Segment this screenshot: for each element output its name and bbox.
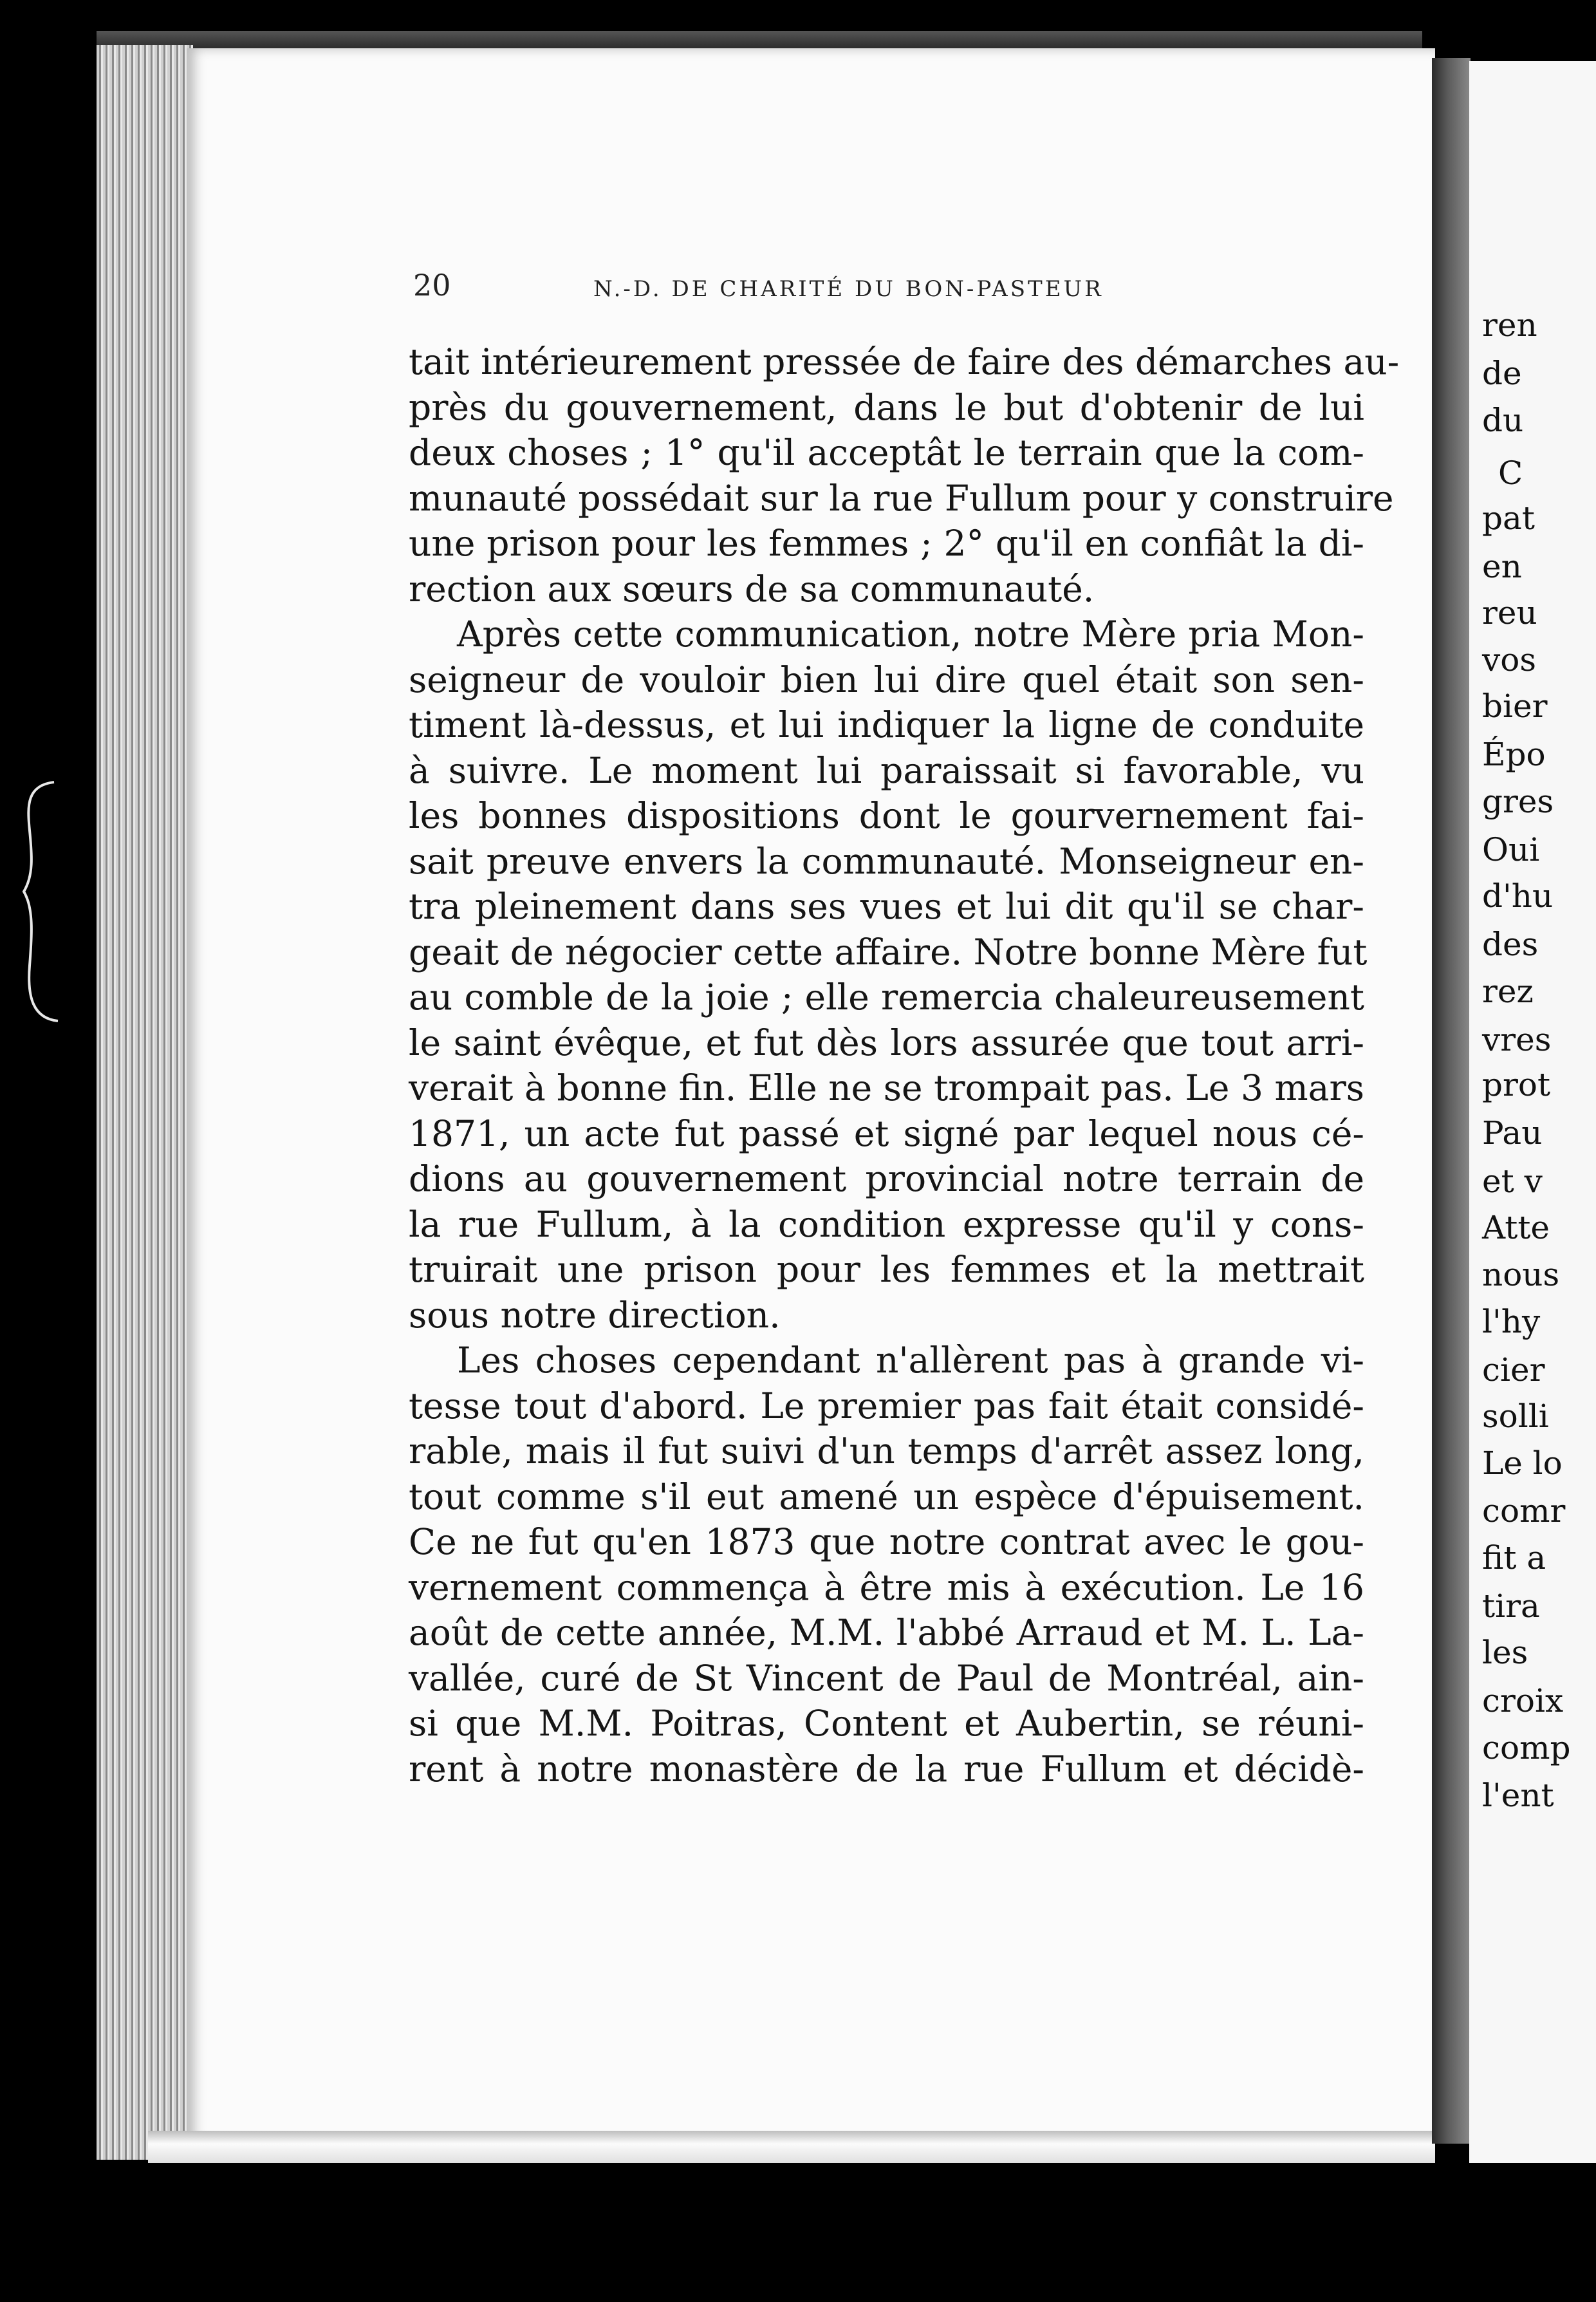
facing-page-fragment: Pau bbox=[1482, 1114, 1543, 1152]
facing-page-fragment: Oui bbox=[1482, 831, 1540, 868]
text-line: deux choses ; 1° qu'il acceptât le terrain que la com- bbox=[409, 432, 1364, 473]
text-line: munauté possédait sur la rue Fullum pour y construire bbox=[409, 477, 1394, 519]
text-line: sait preuve envers la communauté. Monseigneur en- bbox=[409, 840, 1364, 882]
facing-page-fragment: cier bbox=[1482, 1351, 1545, 1389]
facing-page-fragment: l'ent bbox=[1482, 1777, 1554, 1814]
facing-page-fragment: vos bbox=[1482, 641, 1537, 678]
facing-page-fragment: Épo bbox=[1482, 736, 1546, 773]
text-line: Les choses cependant n'allèrent pas à grande vi- bbox=[457, 1340, 1364, 1381]
text-line: tra pleinement dans ses vues et lui dit qu'il se char- bbox=[409, 886, 1364, 927]
facing-page-fragment: tira bbox=[1482, 1587, 1540, 1625]
running-header: N.-D. DE CHARITÉ DU BON-PASTEUR bbox=[593, 276, 1104, 302]
text-line: tesse tout d'abord. Le premier pas fait était considé- bbox=[409, 1385, 1364, 1427]
facing-page-fragment: Le lo bbox=[1482, 1445, 1563, 1482]
text-line: la rue Fullum, à la condition expresse qu'il y cons- bbox=[409, 1203, 1364, 1245]
text-line: 1871, un acte fut passé et signé par lequel nous cé- bbox=[409, 1112, 1364, 1154]
text-line: truirait une prison pour les femmes et la mettrait bbox=[409, 1249, 1364, 1290]
facing-page-fragment: rez bbox=[1482, 973, 1534, 1010]
text-line: rable, mais il fut suivi d'un temps d'arrêt assez long, bbox=[409, 1430, 1364, 1472]
text-line: Après cette communication, notre Mère pria Mon- bbox=[457, 613, 1364, 655]
facing-page-fragment: des bbox=[1482, 926, 1539, 963]
facing-page-fragment: pat bbox=[1482, 500, 1535, 537]
facing-page-fragment: solli bbox=[1482, 1398, 1549, 1435]
facing-page bbox=[1469, 61, 1596, 2163]
facing-page-fragment: en bbox=[1482, 548, 1522, 585]
text-line: au comble de la joie ; elle remercia chaleureusement bbox=[409, 977, 1364, 1018]
text-line: seigneur de vouloir bien lui dire quel était son sen- bbox=[409, 659, 1364, 700]
text-line: sous notre direction. bbox=[409, 1294, 781, 1336]
facing-page-fragment: vres bbox=[1482, 1021, 1552, 1058]
text-line: les bonnes dispositions dont le gourvernement fai- bbox=[409, 795, 1364, 836]
facing-page-fragment: du bbox=[1482, 402, 1524, 439]
text-line: le saint évêque, et fut dès lors assurée que tout arri- bbox=[409, 1022, 1364, 1063]
margin-bracket-mark bbox=[14, 779, 59, 1024]
text-line: vallée, curé de St Vincent de Paul de Montréal, ain- bbox=[409, 1657, 1364, 1699]
text-line: rection aux sœurs de sa communauté. bbox=[409, 568, 1095, 610]
text-line: près du gouvernement, dans le but d'obtenir de lui bbox=[409, 386, 1364, 428]
facing-page-fragment: comr bbox=[1482, 1492, 1566, 1530]
facing-page-fragment: ren bbox=[1482, 306, 1537, 344]
page-bottom-edge bbox=[148, 2131, 1435, 2163]
text-line: timent là-dessus, et lui indiquer la ligne de conduite bbox=[409, 704, 1364, 745]
facing-page-fragment: et v bbox=[1482, 1163, 1543, 1200]
text-line: geait de négocier cette affaire. Notre bonne Mère fut bbox=[409, 931, 1368, 973]
facing-page-fragment: nous bbox=[1482, 1256, 1560, 1293]
page-number: 20 bbox=[413, 268, 451, 303]
text-line: dions au gouvernement provincial notre terrain de bbox=[409, 1158, 1364, 1199]
facing-page-fragment: croix bbox=[1482, 1682, 1564, 1719]
facing-page-fragment: fit a bbox=[1482, 1539, 1546, 1577]
text-line: rent à notre monastère de la rue Fullum et décidè- bbox=[409, 1748, 1364, 1790]
facing-page-fragment: C bbox=[1498, 454, 1523, 492]
book-gutter bbox=[1432, 58, 1471, 2144]
facing-page-fragment: prot bbox=[1482, 1066, 1551, 1103]
text-line: août de cette année, M.M. l'abbé Arraud et M. L. La- bbox=[409, 1612, 1364, 1653]
facing-page-fragment: de bbox=[1482, 355, 1522, 392]
facing-page-fragment: bier bbox=[1482, 688, 1548, 725]
text-line: si que M.M. Poitras, Content et Aubertin, se réuni- bbox=[409, 1703, 1364, 1744]
page-edges bbox=[97, 45, 193, 2160]
facing-page-fragment: comp bbox=[1482, 1729, 1571, 1766]
facing-page-fragment: gres bbox=[1482, 783, 1554, 820]
facing-page-fragment: les bbox=[1482, 1634, 1528, 1671]
text-line: tait intérieurement pressée de faire des démarches au- bbox=[409, 341, 1400, 382]
facing-page-fragment: d'hu bbox=[1482, 877, 1554, 915]
text-line: Ce ne fut qu'en 1873 que notre contrat avec le gou- bbox=[409, 1521, 1364, 1562]
text-line: verait à bonne fin. Elle ne se trompait pas. Le 3 mars bbox=[409, 1067, 1364, 1109]
facing-page-fragment: reu bbox=[1482, 594, 1537, 632]
facing-page-fragment: Atte bbox=[1482, 1209, 1550, 1246]
text-line: à suivre. Le moment lui paraissait si favorable, vu bbox=[409, 749, 1364, 791]
text-line: tout comme s'il eut amené un espèce d'épuisement. bbox=[409, 1475, 1364, 1517]
facing-page-fragment: l'hy bbox=[1482, 1303, 1541, 1340]
text-line: vernement commença à être mis à exécution. Le 16 bbox=[409, 1566, 1364, 1608]
text-line: une prison pour les femmes ; 2° qu'il en confiât la di- bbox=[409, 523, 1364, 564]
